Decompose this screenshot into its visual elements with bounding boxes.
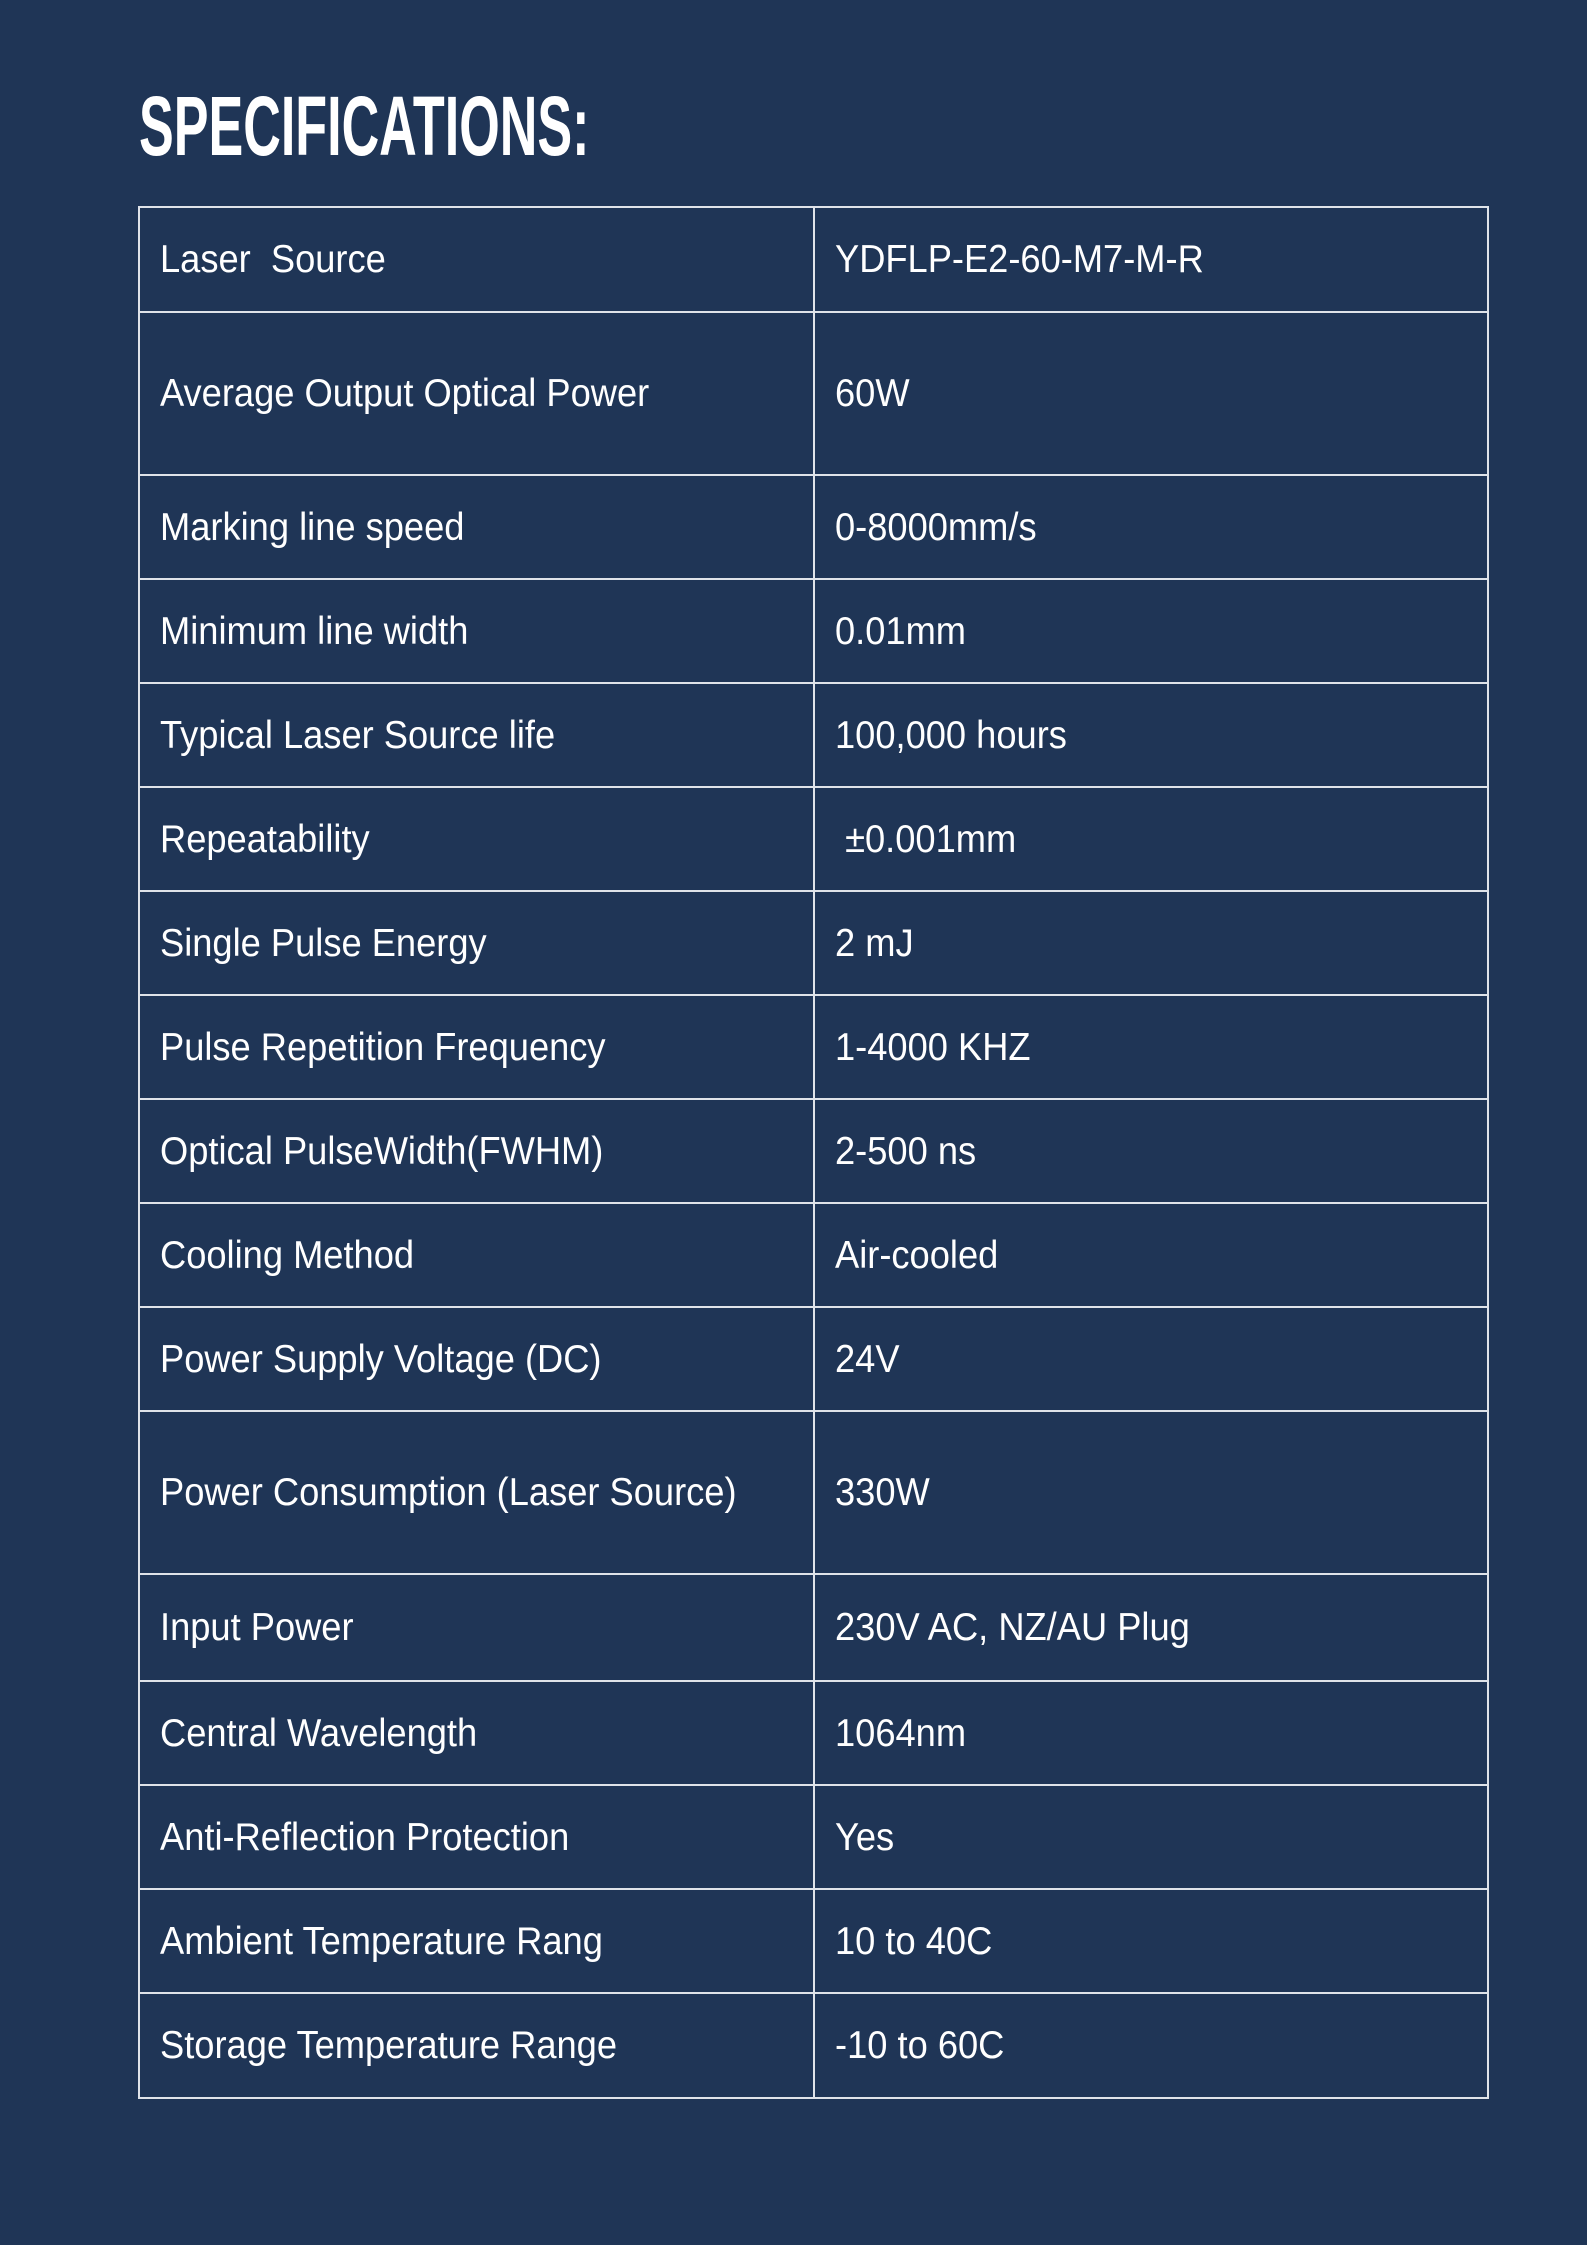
spec-label: Anti-Reflection Protection [160, 1815, 570, 1859]
table-row [139, 995, 1488, 1099]
table-row [139, 1307, 1488, 1411]
spec-value: 2 mJ [835, 921, 914, 965]
spec-value: 1064nm [835, 1711, 967, 1755]
spec-value-cell [814, 1681, 1488, 1785]
spec-value-cell [814, 312, 1488, 475]
spec-label-cell [139, 207, 814, 312]
spec-value: 230V AC, NZ/AU Plug [835, 1606, 1190, 1649]
spec-label: Pulse Repetition Frequency [160, 1025, 606, 1069]
spec-label-cell [139, 1785, 814, 1889]
spec-label-cell [139, 683, 814, 787]
spec-value-cell [814, 683, 1488, 787]
spec-label: Optical PulseWidth(FWHM) [160, 1129, 604, 1173]
table-row [139, 207, 1488, 312]
spec-value: 100,000 hours [835, 713, 1067, 757]
spec-value: 0.01mm [835, 609, 967, 653]
spec-value: 1-4000 KHZ [835, 1025, 1031, 1069]
spec-label-cell [139, 1993, 814, 2098]
spec-label: Minimum line width [160, 609, 469, 653]
spec-value-cell [814, 1993, 1488, 2098]
table-row [139, 1785, 1488, 1889]
spec-label-cell [139, 1307, 814, 1411]
table-row [139, 787, 1488, 891]
spec-value: -10 to 60C [835, 2024, 1005, 2067]
spec-label: Power Consumption (Laser Source) [160, 1471, 737, 1514]
spec-label: Ambient Temperature Rang [160, 1919, 603, 1963]
spec-value-cell [814, 891, 1488, 995]
table-row [139, 1681, 1488, 1785]
spec-label: Marking line speed [160, 505, 465, 549]
table-row [139, 475, 1488, 579]
spec-value-cell [814, 1889, 1488, 1993]
spec-label-cell [139, 1574, 814, 1681]
spec-label-cell [139, 891, 814, 995]
spec-value: 330W [835, 1471, 930, 1514]
spec-label: Central Wavelength [160, 1711, 478, 1755]
spec-label: Single Pulse Energy [160, 921, 487, 965]
spec-value-cell [814, 995, 1488, 1099]
spec-label: Laser Source [160, 238, 386, 281]
spec-value-cell [814, 1099, 1488, 1203]
spec-value: ±0.001mm [835, 817, 1017, 861]
page-title: SPECIFICATIONS: [139, 79, 590, 173]
spec-value-cell [814, 1203, 1488, 1307]
table-row [139, 579, 1488, 683]
spec-label-cell [139, 787, 814, 891]
table-row [139, 312, 1488, 475]
spec-value: Air-cooled [835, 1233, 999, 1277]
spec-label-cell [139, 1411, 814, 1574]
spec-value-cell [814, 1785, 1488, 1889]
spec-value: YDFLP-E2-60-M7-M-R [835, 238, 1204, 281]
spec-value: 10 to 40C [835, 1919, 993, 1963]
spec-label: Input Power [160, 1606, 354, 1649]
spec-value: Yes [835, 1815, 895, 1859]
spec-label: Storage Temperature Range [160, 2024, 618, 2067]
spec-value-cell [814, 579, 1488, 683]
spec-label-cell [139, 312, 814, 475]
spec-label-cell [139, 995, 814, 1099]
spec-value: 24V [835, 1337, 900, 1381]
table-row [139, 1993, 1488, 2098]
spec-label: Power Supply Voltage (DC) [160, 1337, 602, 1381]
spec-value-cell [814, 787, 1488, 891]
spec-value-cell [814, 1307, 1488, 1411]
spec-value-cell [814, 207, 1488, 312]
spec-label-cell [139, 1203, 814, 1307]
spec-label-cell [139, 1889, 814, 1993]
table-row [139, 683, 1488, 787]
table-row [139, 1203, 1488, 1307]
spec-label-cell [139, 475, 814, 579]
spec-value: 60W [835, 372, 910, 415]
table-row [139, 1574, 1488, 1681]
spec-value-cell [814, 1411, 1488, 1574]
spec-label: Typical Laser Source life [160, 713, 556, 757]
table-row [139, 1889, 1488, 1993]
spec-value-cell [814, 475, 1488, 579]
table-row [139, 891, 1488, 995]
spec-label: Repeatability [160, 817, 370, 861]
spec-label-cell [139, 1681, 814, 1785]
spec-value-cell [814, 1574, 1488, 1681]
spec-value: 2-500 ns [835, 1129, 977, 1173]
spec-label: Cooling Method [160, 1233, 415, 1277]
table-row [139, 1099, 1488, 1203]
spec-label-cell [139, 579, 814, 683]
table-row [139, 1411, 1488, 1574]
specifications-table [138, 206, 1489, 2099]
spec-label-cell [139, 1099, 814, 1203]
spec-value: 0-8000mm/s [835, 505, 1037, 549]
spec-label: Average Output Optical Power [160, 372, 650, 415]
